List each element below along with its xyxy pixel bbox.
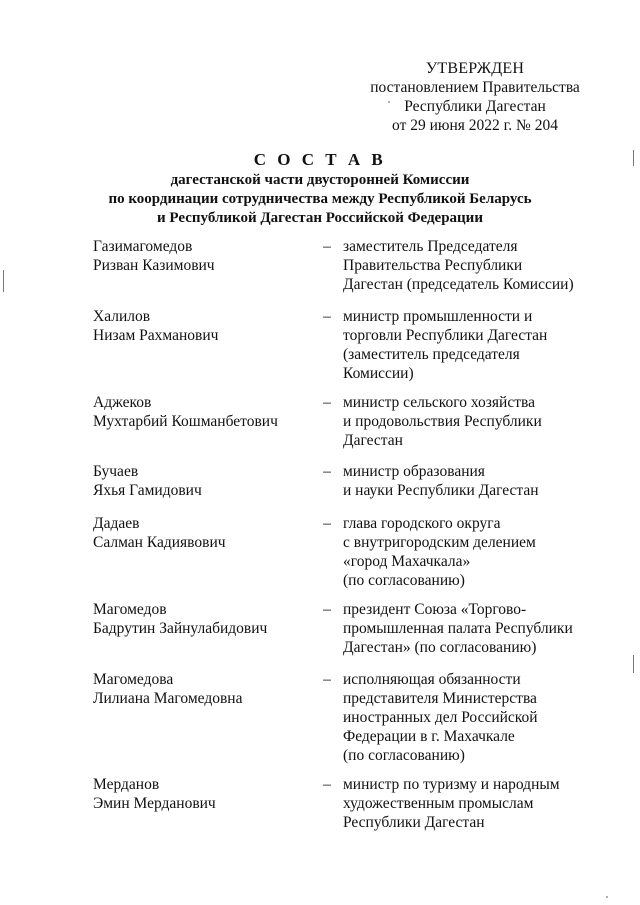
member-name [93, 600, 313, 638]
title-line-1: дагестанской части двусторонней Комиссии [170, 172, 470, 188]
title-line-2: по координации сотрудничества между Республикой Беларусь [108, 191, 532, 207]
member-surname: Магомедов [93, 601, 167, 618]
scan-margin-mark [633, 150, 634, 166]
member-given-name: Эмин Мерданович [93, 795, 216, 812]
member-role: заместитель Председателя Правительства Республики Дагестан (председатель Комиссии) [343, 238, 574, 293]
member-name [93, 393, 313, 431]
member-given-name: Бадрутин Зайнулабидович [93, 620, 268, 637]
separator-dash: – [323, 515, 331, 532]
scan-margin-mark [633, 655, 634, 673]
title-line-3: и Республикой Дагестан Российской Федерации [157, 210, 483, 226]
member-role: исполняющая обязанности представителя Министерства иностранных дел Российской Федерации в г. Махачкале (по согласованию) [343, 671, 538, 764]
scan-speck [606, 896, 608, 898]
member-given-name: Ризван Казимович [93, 257, 215, 274]
separator-dash: – [323, 308, 331, 325]
separator-dash: – [323, 238, 331, 255]
member-role: глава городского округа с внутригородским делением «город Махачкала» (по согласованию) [343, 515, 536, 589]
member-surname: Газимагомедов [93, 238, 193, 255]
member-name [93, 670, 313, 708]
separator-dash: – [323, 776, 331, 793]
member-given-name: Низам Рахманович [93, 327, 219, 344]
approval-line-1: постановлением Правительства [370, 79, 580, 96]
member-name [93, 462, 313, 500]
member-surname: Магомедова [93, 671, 174, 688]
scan-speck [388, 101, 390, 103]
title-main: С О С Т А В [253, 150, 387, 169]
member-role: министр сельского хозяйства и продовольствия Республики Дагестан [343, 394, 542, 449]
member-surname: Бучаев [93, 463, 139, 480]
separator-dash: – [323, 671, 331, 688]
member-surname: Мерданов [93, 776, 160, 793]
member-role: президент Союза «Торгово- промышленная палата Республики Дагестан» (по согласованию) [343, 601, 573, 656]
member-role: министр промышленности и торговли Республики Дагестан (заместитель председателя Комиссии) [343, 308, 548, 382]
member-name [93, 307, 313, 345]
member-surname: Халилов [93, 308, 151, 325]
scan-margin-mark [3, 270, 4, 292]
member-given-name: Мухтарбий Кошманбетович [93, 413, 278, 430]
member-name [93, 237, 313, 275]
approval-heading: УТВЕРЖДЕН [425, 60, 525, 77]
member-role: министр образования и науки Республики Дагестан [343, 463, 539, 499]
approval-line-3: от 29 июня 2022 г. № 204 [392, 117, 558, 134]
separator-dash: – [323, 394, 331, 411]
member-surname: Аджеков [93, 394, 152, 411]
member-given-name: Яхья Гамидович [93, 482, 202, 499]
member-role: министр по туризму и народным художественным промыслам Республики Дагестан [343, 776, 560, 831]
member-given-name: Лилиана Магомедовна [93, 690, 243, 707]
approval-line-2: Республики Дагестан [404, 98, 546, 115]
member-name [93, 514, 313, 552]
separator-dash: – [323, 601, 331, 618]
member-surname: Дадаев [93, 515, 140, 532]
member-name [93, 775, 313, 813]
member-given-name: Салман Кадиявович [93, 534, 226, 551]
separator-dash: – [323, 463, 331, 480]
